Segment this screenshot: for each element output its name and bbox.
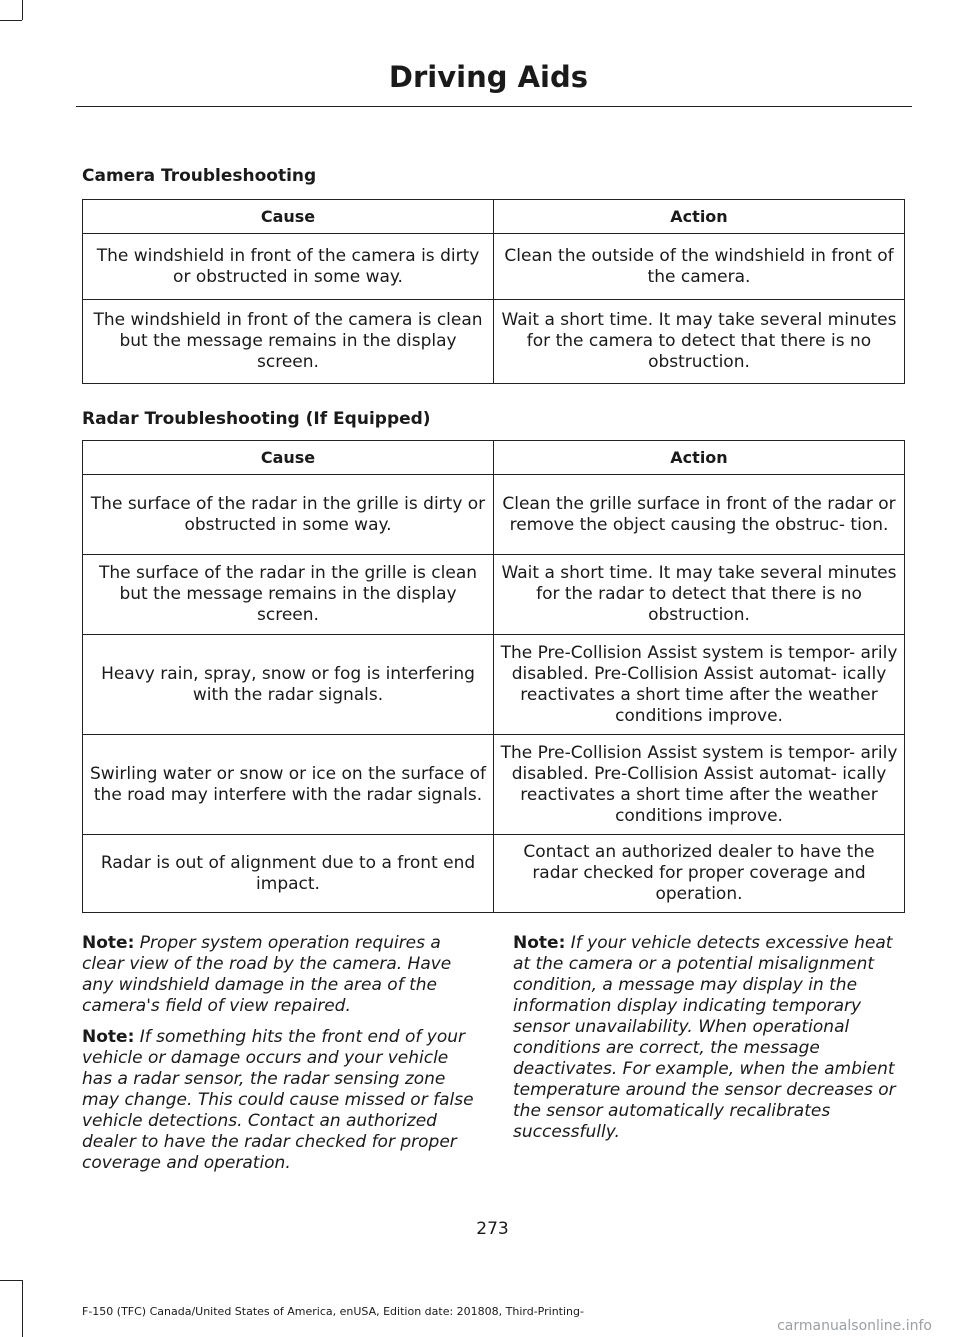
note — [513, 933, 908, 1143]
table-row — [83, 835, 905, 913]
crop-mark — [22, 1280, 23, 1337]
edition-info: F-150 (TFC) Canada/United States of America, enUSA, Edition date: 201808, Third-Printing- — [82, 1305, 584, 1318]
cause-cell: The windshield in front of the camera is dirty or obstructed in some way. — [83, 234, 494, 300]
table-row — [83, 735, 905, 835]
table-header-row — [83, 200, 905, 234]
radar-troubleshooting-table — [82, 440, 905, 913]
note-text: If your vehicle detects excessive heat at the camera or a potential misalignment condition, a message may display in the information display indicating temporary sensor unavailability. When operational conditions are correct, the message deactivates. For example, when the ambient temperature around the sensor decreases or the sensor automatically recalibrates successfully. — [513, 933, 896, 1142]
action-cell: The Pre-Collision Assist system is tempor- arily disabled. Pre-Collision Assist automat- ically reactivates a short time after the weather conditions improve. — [494, 735, 905, 835]
crop-mark — [0, 20, 22, 21]
table-row — [83, 555, 905, 635]
page-number: 273 — [476, 1219, 509, 1239]
column-header-cause: Cause — [83, 441, 494, 475]
action-cell: The Pre-Collision Assist system is tempor- arily disabled. Pre-Collision Assist automat- ically reactivates a short time after the weather conditions improve. — [494, 635, 905, 735]
action-cell: Wait a short time. It may take several minutes for the radar to detect that there is no obstruction. — [494, 555, 905, 635]
table-row — [83, 635, 905, 735]
table-row — [83, 475, 905, 555]
action-cell: Clean the outside of the windshield in front of the camera. — [494, 234, 905, 300]
header-divider — [76, 106, 912, 107]
note-label: Note: — [82, 1027, 135, 1047]
column-header-action: Action — [494, 441, 905, 475]
column-header-cause: Cause — [83, 200, 494, 234]
cause-cell: The surface of the radar in the grille is dirty or obstructed in some way. — [83, 475, 494, 555]
page-title: Driving Aids — [388, 60, 588, 94]
notes-right-column — [513, 933, 908, 1153]
table-header-row — [83, 441, 905, 475]
cause-cell: Heavy rain, spray, snow or fog is interfering with the radar signals. — [83, 635, 494, 735]
camera-troubleshooting-table — [82, 199, 905, 384]
table-row — [83, 300, 905, 384]
note-text: Proper system operation requires a clear view of the road by the camera. Have any windshield damage in the area of the camera's field of view repaired. — [82, 933, 452, 1016]
action-cell: Clean the grille surface in front of the radar or remove the object causing the obstruc- tion. — [494, 475, 905, 555]
crop-mark — [22, 0, 23, 20]
notes-left-column — [82, 933, 477, 1184]
column-header-action: Action — [494, 200, 905, 234]
radar-section-heading: Radar Troubleshooting (If Equipped) — [82, 409, 431, 429]
note-text: If something hits the front end of your vehicle or damage occurs and your vehicle has a radar sensor, the radar sensing zone may change. This could cause missed or false vehicle detections. Contact an authorized dealer to have the radar checked for proper coverage and operation. — [82, 1027, 474, 1173]
crop-mark — [0, 1280, 22, 1281]
cause-cell: Swirling water or snow or ice on the surface of the road may interfere with the radar signals. — [83, 735, 494, 835]
cause-cell: The windshield in front of the camera is clean but the message remains in the display screen. — [83, 300, 494, 384]
watermark: carmanualsonline.info — [777, 1318, 932, 1334]
note — [82, 933, 477, 1017]
cause-cell: Radar is out of alignment due to a front end impact. — [83, 835, 494, 913]
note-label: Note: — [513, 933, 566, 953]
action-cell: Contact an authorized dealer to have the radar checked for proper coverage and operation. — [494, 835, 905, 913]
note — [82, 1027, 477, 1174]
action-cell: Wait a short time. It may take several minutes for the camera to detect that there is no obstruction. — [494, 300, 905, 384]
cause-cell: The surface of the radar in the grille is clean but the message remains in the display screen. — [83, 555, 494, 635]
table-row — [83, 234, 905, 300]
note-label: Note: — [82, 933, 135, 953]
camera-section-heading: Camera Troubleshooting — [82, 166, 317, 186]
